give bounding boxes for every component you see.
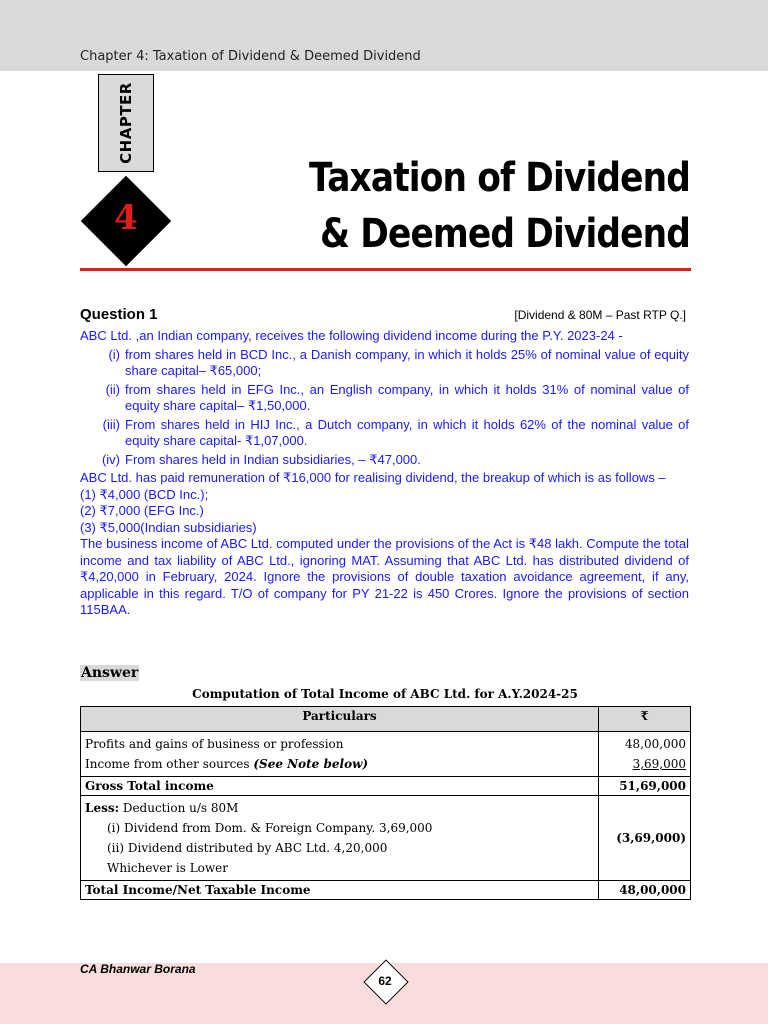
deduction-heading — [85, 798, 594, 818]
chapter-word: CHAPTER — [117, 82, 135, 164]
deduction-amount-cell — [599, 796, 691, 881]
dividend-list — [80, 347, 689, 469]
table-row — [81, 732, 691, 777]
amount-cell — [599, 732, 691, 777]
page-number: 62 — [378, 974, 392, 988]
gti-amount-cell — [599, 777, 691, 796]
list-item-number: (i) — [108, 346, 120, 362]
table-row — [81, 796, 691, 881]
table-row — [81, 777, 691, 796]
breakup-line: (2) ₹7,000 (EFG Inc.) — [80, 503, 204, 518]
list-item — [80, 382, 689, 415]
breakup-line: (1) ₹4,000 (BCD Inc.); — [80, 486, 209, 502]
gti-label: Gross Total income — [85, 779, 214, 793]
question-title: Question 1 — [80, 306, 158, 323]
question-closing: The business income of ABC Ltd. computed under the provisions of the Act is ₹48 lakh. Compute the total income and tax liability of ABC Ltd., ignoring MAT. Assuming that ABC Ltd. has distributed dividend of ₹4,20,000 in February, 2024. Ignore the provisions of double taxation avoidance agreement, if any, applicable in this regard. T/O of company for PY 21-22 is 450 Crores. Ignore the provisions of section 115BAA. — [80, 536, 689, 617]
question-tag: [Dividend & 80M – Past RTP Q.] — [514, 308, 686, 322]
list-item-number: (iii) — [102, 416, 120, 432]
gti-amount: 51,69,000 — [619, 779, 686, 793]
deduction-option-i: (i) Dividend from Dom. & Foreign Company. 3,69,000 — [107, 821, 433, 835]
chapter-label-box — [98, 74, 154, 172]
table-caption: Computation of Total Income of ABC Ltd. for A.Y.2024-25 — [192, 687, 578, 701]
total-amount: 48,00,000 — [619, 883, 686, 897]
column-header-particulars: Particulars — [81, 707, 599, 732]
list-item-number: (ii) — [105, 381, 120, 397]
breakup-line: (3) ₹5,000(Indian subsidiaries) — [80, 519, 257, 535]
question-intro: ABC Ltd. ,an Indian company, receives the following dividend income during the P.Y. 2023-24 - — [80, 328, 623, 343]
less-label: Less: — [85, 801, 120, 815]
list-item-text: From shares held in HIJ Inc., a Dutch company, in which it holds 62% of the nominal value of equity share capital- ₹1,07,000. — [125, 416, 689, 448]
chapter-number: 4 — [114, 198, 138, 238]
answer-label: Answer — [81, 665, 139, 681]
business-income-amount: 48,00,000 — [624, 737, 686, 751]
other-income-text: Income from other sources — [85, 757, 254, 771]
computation-table — [80, 706, 691, 900]
chapter-title — [309, 150, 690, 262]
chapter-title-line1: Taxation of Dividend — [309, 155, 690, 201]
title-divider — [80, 268, 691, 271]
other-income-amount: 3,69,000 — [632, 757, 686, 771]
list-item — [80, 417, 689, 450]
total-label: Total Income/Net Taxable Income — [85, 883, 311, 897]
list-item-text: from shares held in EFG Inc., an English company, in which it holds 31% of nominal value of equity share capital– ₹1,50,000. — [125, 381, 689, 413]
list-item — [80, 347, 689, 380]
deduction-rule: Whichever is Lower — [107, 861, 228, 875]
remuneration-text: ABC Ltd. has paid remuneration of ₹16,000 for realising dividend, the breakup of which is as follows – — [80, 470, 666, 485]
note-reference: (See Note below) — [253, 757, 369, 771]
chapter-title-line2: & Deemed Dividend — [320, 211, 690, 257]
total-amount-cell — [599, 881, 691, 900]
gti-label-cell — [81, 777, 599, 796]
table-row — [81, 881, 691, 900]
list-item-text: From shares held in Indian subsidiaries, – ₹47,000. — [125, 451, 421, 467]
other-income-label — [85, 754, 594, 774]
deduction-amount: (3,69,000) — [616, 831, 686, 845]
particulars-cell — [81, 732, 599, 777]
list-item — [80, 452, 689, 469]
business-income-label: Profits and gains of business or profession — [85, 737, 344, 751]
question-heading — [80, 306, 686, 324]
column-header-amount: ₹ — [599, 707, 691, 732]
running-header: Chapter 4: Taxation of Dividend & Deemed Dividend — [80, 49, 421, 64]
list-item-text: from shares held in BCD Inc., a Danish company, in which it holds 25% of nominal value of equity share capital– ₹65,000; — [125, 346, 689, 378]
deduction-cell — [81, 796, 599, 881]
deduction-option-ii: (ii) Dividend distributed by ABC Ltd. 4,20,000 — [107, 841, 388, 855]
total-label-cell — [81, 881, 599, 900]
table-header-row — [81, 707, 691, 732]
list-item-number: (iv) — [101, 451, 120, 467]
question-body — [80, 328, 689, 619]
deduction-title: Deduction u/s 80M — [119, 801, 239, 815]
footer-author: CA Bhanwar Borana — [80, 962, 196, 976]
